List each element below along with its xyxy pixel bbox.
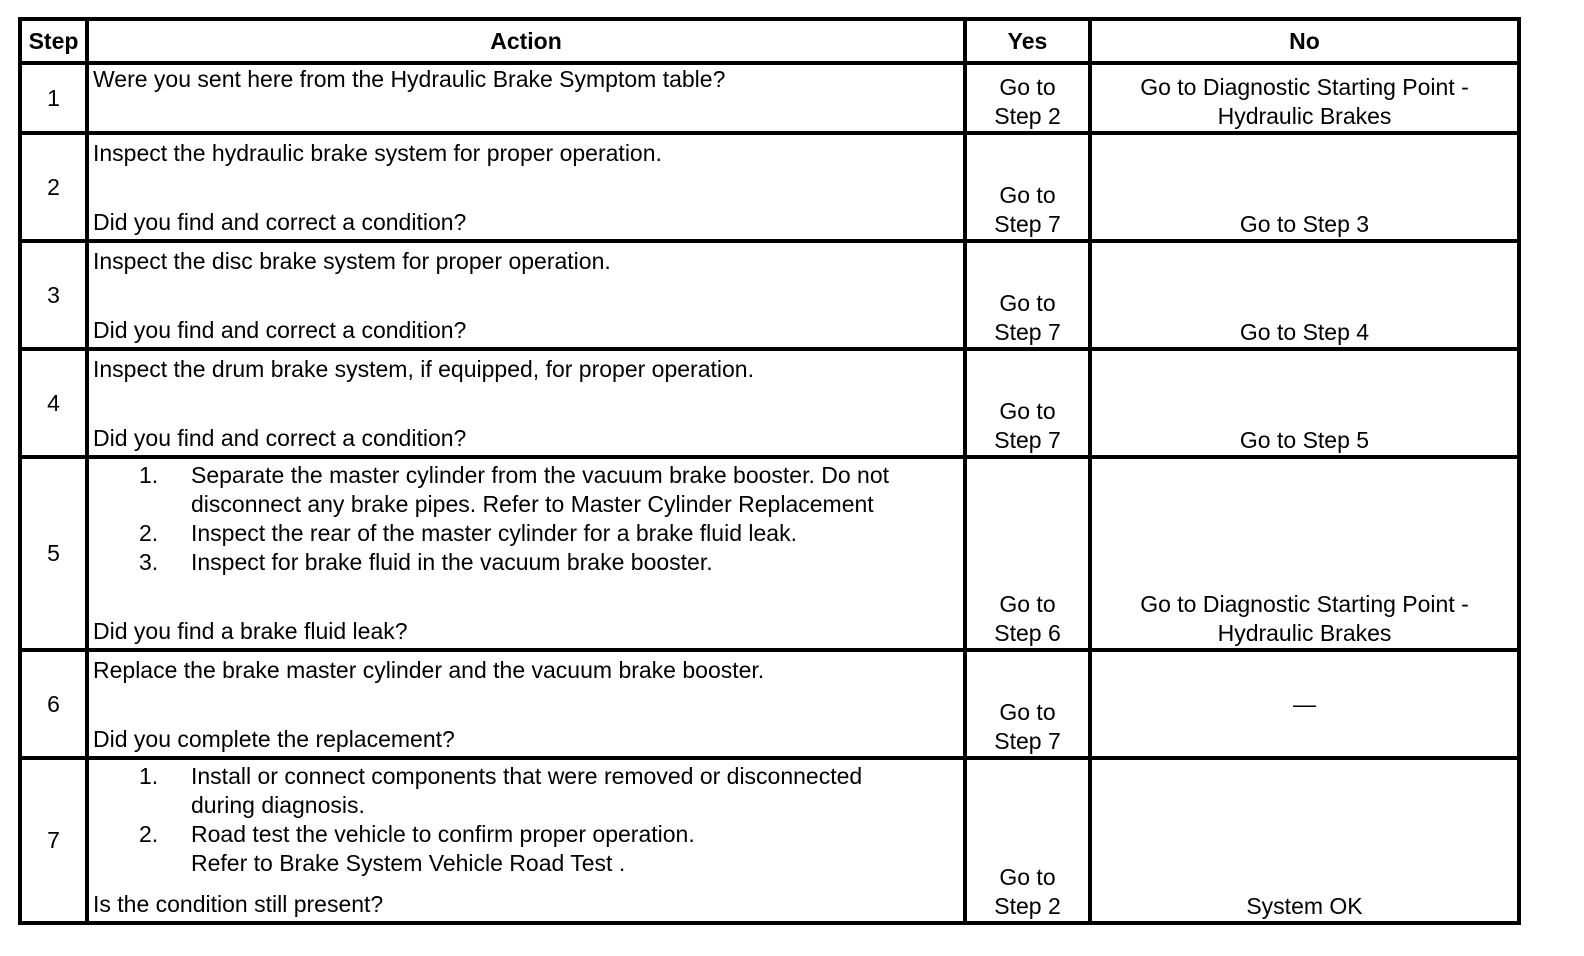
- yes-cell: [965, 241, 1090, 349]
- no-cell: [1090, 133, 1519, 241]
- action-question: Did you complete the replacement?: [93, 726, 455, 752]
- no-line: System OK: [1246, 893, 1363, 919]
- table-row: [20, 241, 1519, 349]
- yes-line: Go to: [999, 591, 1056, 617]
- table-row: [20, 758, 1519, 923]
- yes-cell: [965, 133, 1090, 241]
- diagnostic-table: [18, 17, 1521, 925]
- list-number: 1.: [139, 462, 159, 488]
- list-text: Inspect the rear of the master cylinder for a brake fluid leak.: [191, 520, 797, 546]
- list-text: during diagnosis.: [191, 792, 365, 818]
- step-number: 1: [20, 63, 87, 133]
- action-cell: [87, 241, 965, 349]
- header-no: No: [1090, 19, 1519, 63]
- list-item: [93, 548, 959, 577]
- no-cell: [1090, 650, 1519, 758]
- yes-line: Step 7: [994, 211, 1061, 237]
- action-cell: [87, 650, 965, 758]
- action-question: Did you find and correct a condition?: [93, 425, 467, 451]
- list-text: Refer to Brake System Vehicle Road Test .: [191, 850, 626, 876]
- table-row: [20, 457, 1519, 650]
- no-line: Go to Step 4: [1239, 319, 1370, 345]
- yes-cell: [965, 349, 1090, 457]
- list-text: disconnect any brake pipes. Refer to Master Cylinder Replacement: [191, 491, 874, 517]
- no-line: Hydraulic Brakes: [1217, 103, 1392, 129]
- action-question: Is the condition still present?: [93, 891, 384, 917]
- step-number: 5: [20, 457, 87, 650]
- step-number: 6: [20, 650, 87, 758]
- action-text: Inspect the drum brake system, if equipped, for proper operation.: [93, 356, 754, 382]
- action-text: Replace the brake master cylinder and the vacuum brake booster.: [93, 657, 765, 683]
- table-row: [20, 349, 1519, 457]
- no-line: Go to Diagnostic Starting Point -: [1140, 591, 1469, 617]
- header-yes: Yes: [965, 19, 1090, 63]
- list-text: Inspect for brake fluid in the vacuum brake booster.: [191, 549, 713, 575]
- no-line: Hydraulic Brakes: [1217, 620, 1392, 646]
- header-action: Action: [87, 19, 965, 63]
- action-list: [93, 461, 959, 577]
- list-item: [93, 519, 959, 548]
- list-text: Separate the master cylinder from the vacuum brake booster. Do not: [191, 462, 890, 488]
- no-dash: —: [1293, 690, 1316, 717]
- action-text: Inspect the hydraulic brake system for proper operation.: [93, 140, 662, 166]
- action-list: [93, 762, 959, 878]
- yes-line: Step 7: [994, 427, 1061, 453]
- list-text: Install or connect components that were removed or disconnected: [191, 763, 863, 789]
- yes-line: Step 7: [994, 319, 1061, 345]
- list-number: 2.: [139, 520, 159, 546]
- yes-line: Go to: [999, 182, 1056, 208]
- list-item: [93, 820, 959, 878]
- list-item: [93, 461, 959, 519]
- yes-line: Go to: [999, 74, 1056, 100]
- no-line: Go to Diagnostic Starting Point -: [1140, 74, 1469, 100]
- step-number: 2: [20, 133, 87, 241]
- list-number: 1.: [139, 763, 159, 789]
- yes-line: Go to: [999, 864, 1056, 890]
- no-cell: [1090, 349, 1519, 457]
- action-cell: [87, 457, 965, 650]
- list-number: 3.: [139, 549, 159, 575]
- yes-cell: [965, 650, 1090, 758]
- yes-cell: [965, 63, 1090, 133]
- list-item: [93, 762, 959, 820]
- yes-line: Step 7: [994, 728, 1061, 754]
- header-step: Step: [20, 19, 87, 63]
- action-cell: [87, 133, 965, 241]
- yes-line: Step 2: [994, 103, 1061, 129]
- yes-line: Go to: [999, 699, 1056, 725]
- yes-cell: [965, 457, 1090, 650]
- action-cell: [87, 758, 965, 923]
- action-question: Did you find a brake fluid leak?: [93, 618, 408, 644]
- step-number: 3: [20, 241, 87, 349]
- no-line: Go to Step 5: [1239, 427, 1370, 453]
- table-row: [20, 650, 1519, 758]
- yes-line: Step 6: [994, 620, 1061, 646]
- no-cell: [1090, 241, 1519, 349]
- yes-line: Go to: [999, 290, 1056, 316]
- action-question: Did you find and correct a condition?: [93, 317, 467, 343]
- list-text: Road test the vehicle to confirm proper operation.: [191, 821, 695, 847]
- table-row: [20, 133, 1519, 241]
- action-text: Were you sent here from the Hydraulic Brake Symptom table?: [87, 63, 965, 133]
- no-line: Go to Step 3: [1239, 211, 1370, 237]
- header-row: [20, 19, 1519, 63]
- table-row: [20, 63, 1519, 133]
- yes-cell: [965, 758, 1090, 923]
- no-cell: [1090, 457, 1519, 650]
- step-number: 7: [20, 758, 87, 923]
- list-number: 2.: [139, 821, 159, 847]
- yes-line: Go to: [999, 398, 1056, 424]
- no-cell: [1090, 63, 1519, 133]
- no-cell: [1090, 758, 1519, 923]
- yes-line: Step 2: [994, 893, 1061, 919]
- step-number: 4: [20, 349, 87, 457]
- action-cell: [87, 349, 965, 457]
- action-question: Did you find and correct a condition?: [93, 209, 467, 235]
- action-text: Inspect the disc brake system for proper operation.: [93, 248, 611, 274]
